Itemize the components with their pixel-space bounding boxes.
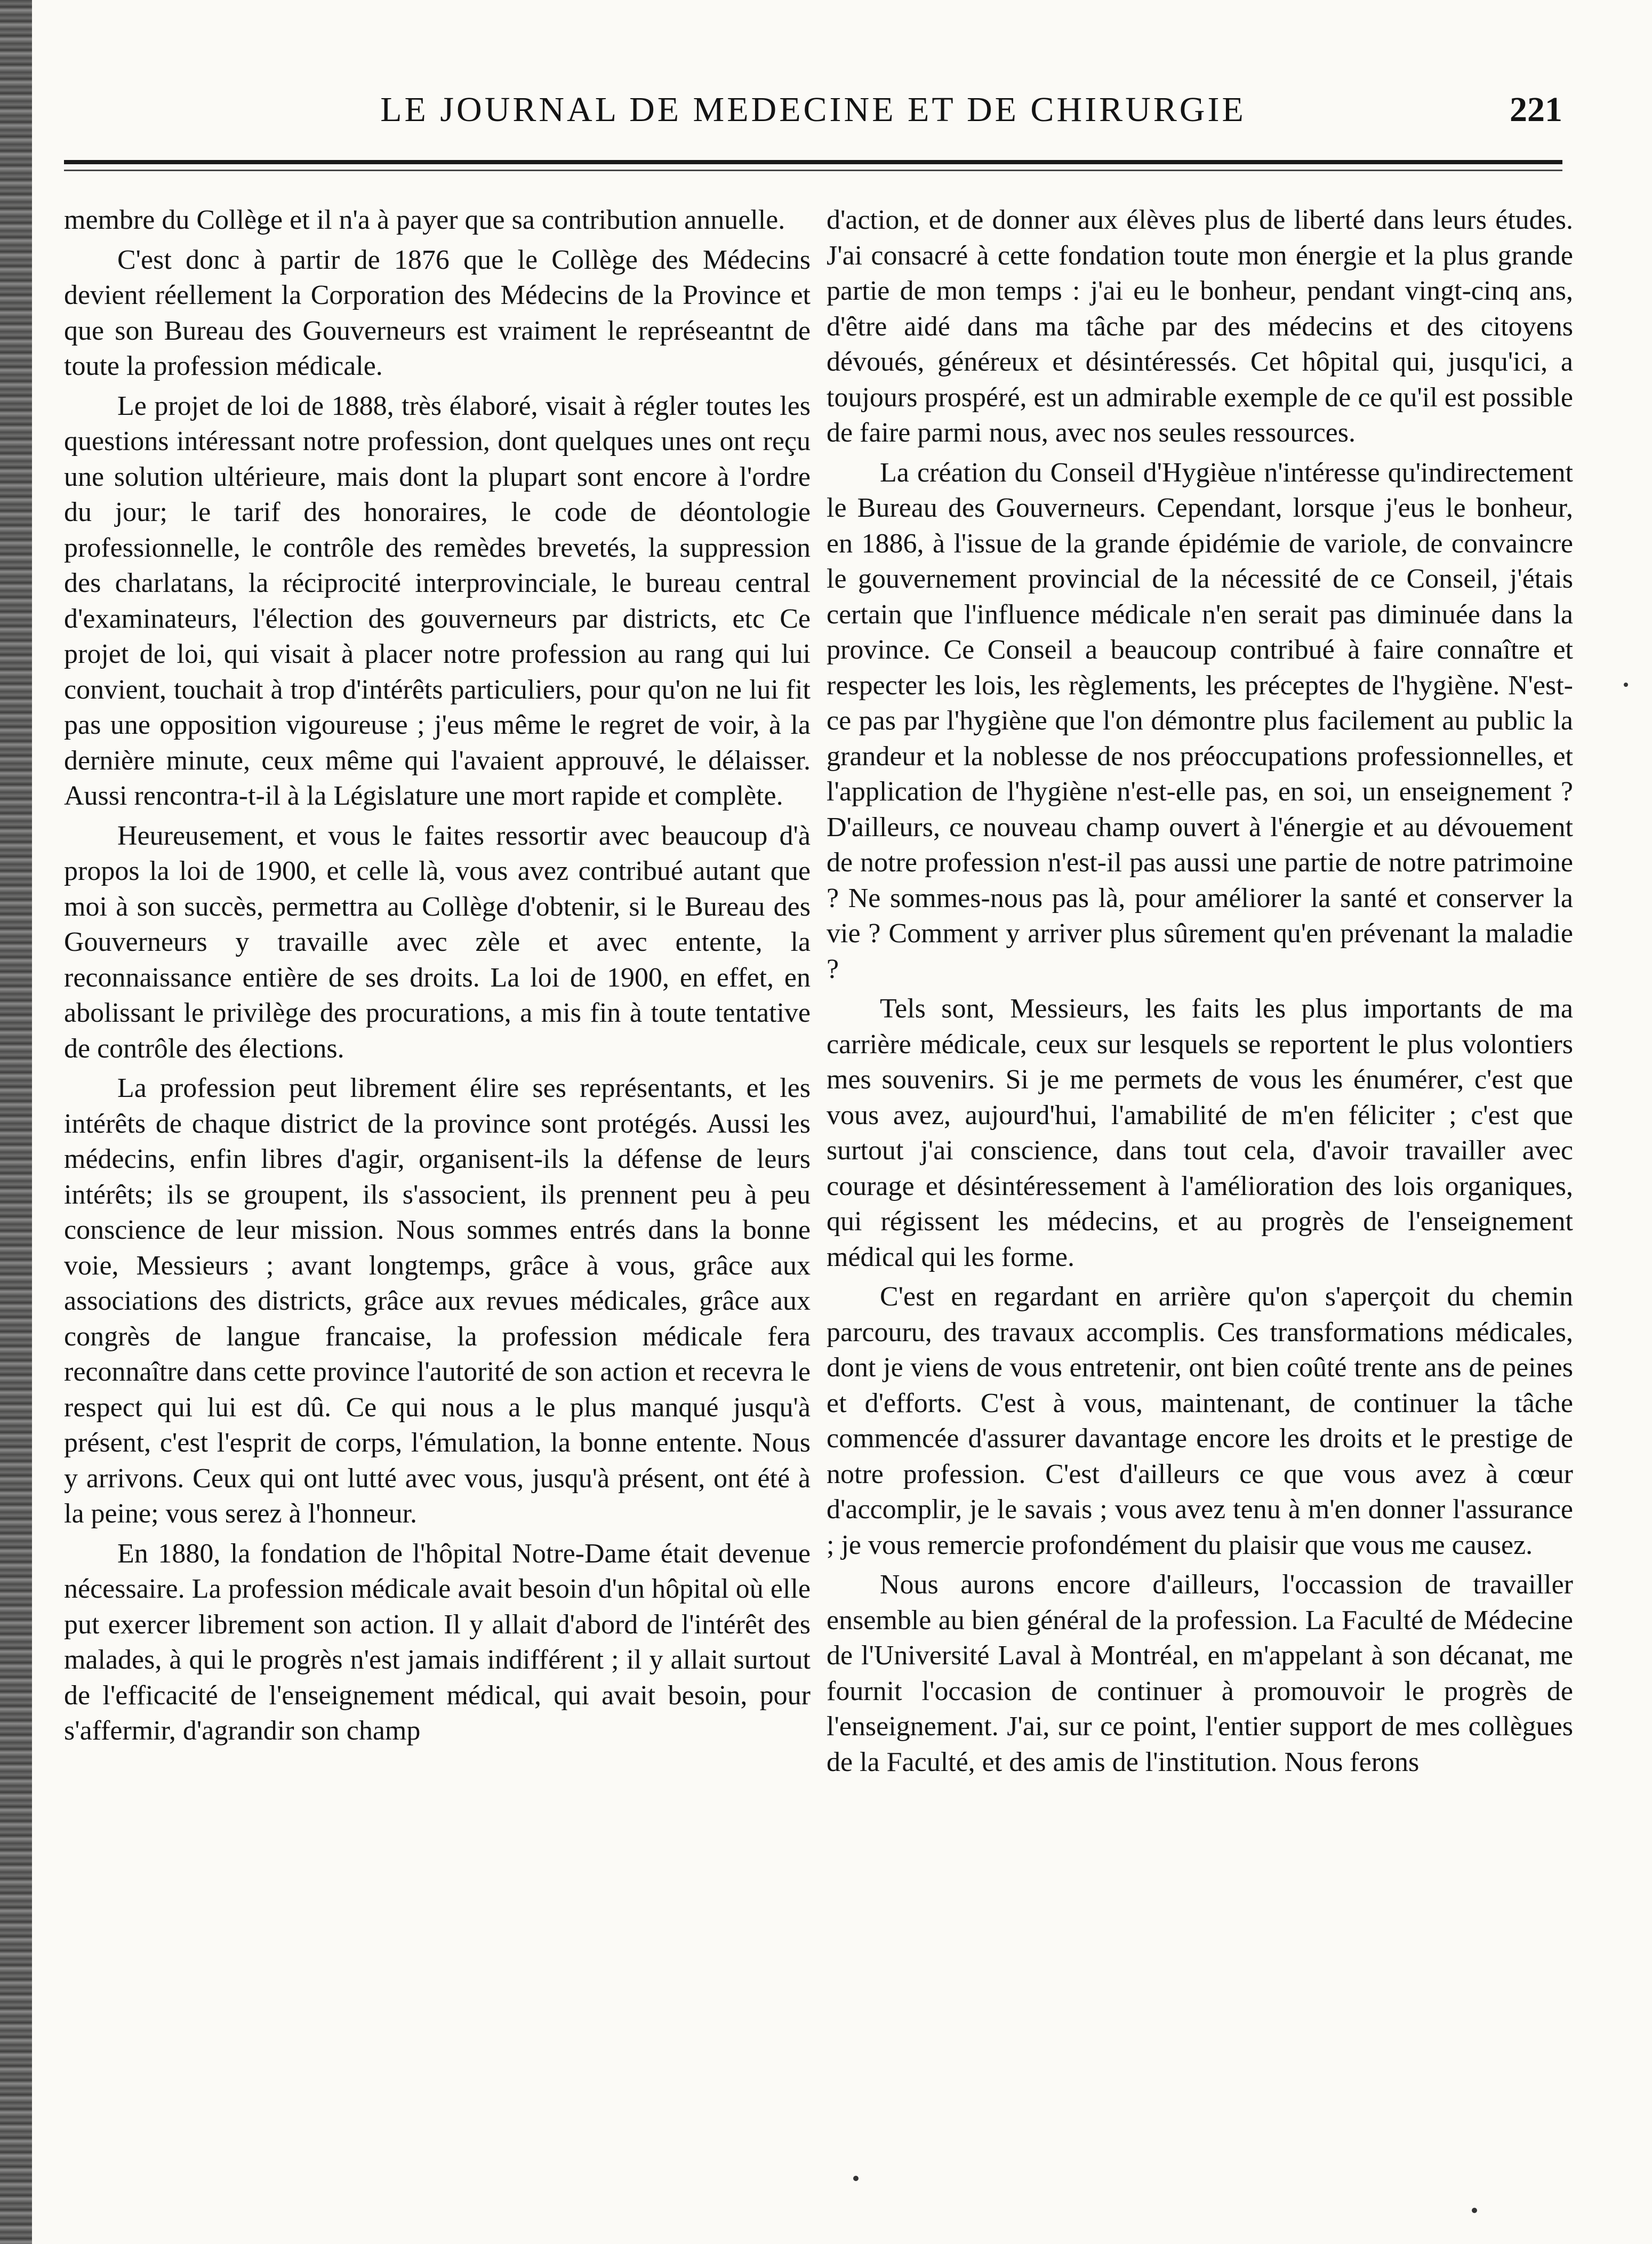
paragraph: La profession peut librement élire ses représentants, et les intérêts de chaque district de la province sont protégés. Aussi les médecins, enfin libres d'agir, organisent-ils la défense de leurs intérêts; ils se groupent, ils s'associent, ils prennent peu à peu conscience de leur mission. Nous sommes entrés dans la bonne voie, Messieurs ; avant longtemps, grâce à vous, grâce aux associations des districts, grâce aux revues médicales, grâce aux congrès de langue francaise, la profession médicale fera reconnaître dans cette province l'autorité de son action et recevra le respect qui lui est dû. Ce qui nous a le plus manqué jusqu'à présent, c'est l'esprit de corps, l'émulation, la bonne entente. Nous y arrivons. Ceux qui ont lutté avec vous, jusqu'à présent, ont été à la peine; vous serez à l'honneur. <box>64 1073 811 1529</box>
running-title: LE JOURNAL DE MEDECINE ET DE CHIRURGIE <box>380 90 1246 129</box>
header-rule <box>64 160 1562 164</box>
paragraph: Le projet de loi de 1888, très élaboré, visait à régler toutes les questions intéressant notre profession, dont quelques unes ont reçu une solution ultérieure, mais dont la plupart sont encore à l'ordre du jour; le tarif des honoraires, le code de déontologie professionnelle, le contrôle des remèdes brevetés, la suppression des charlatans, la réciprocité interprovinciale, le bureau central d'examinateurs, l'élection des gouverneurs par districts, etc Ce projet de loi, qui visait à placer notre profession au rang qui lui convient, touchait à trop d'intérêts particuliers, pour qu'on ne lui fit pas une opposition vigoureuse ; j'eus même le regret de voir, à la dernière minute, ceux même qui l'avaient approuvé, le délaisser. Aussi rencontra-t-il à la Législature une mort rapide et complète. <box>64 390 811 811</box>
paragraph: Nous aurons encore d'ailleurs, l'occassion de travailler ensemble au bien général de la profession. La Faculté de Médecine de l'Université Laval à Montréal, en m'appelant à son décanat, me fournit l'occasion de continuer à promouvoir le progrès de l'enseignement. J'ai, sur ce point, l'entier support de mes collègues de la Faculté, et des amis de l'institution. Nous ferons <box>827 1569 1573 1777</box>
right-column <box>827 203 1573 2154</box>
paragraph: d'action, et de donner aux élèves plus de liberté dans leurs études. J'ai consacré à cette fondation toute mon énergie et la plus grande partie de mon temps : j'ai eu le bonheur, pendant vingt-cinq ans, d'être aidé dans ma tâche par des médecins et des citoyens dévoués, généreux et désintéressés. Cet hôpital qui, jusqu'ici, a toujours prospéré, est un admirable exemple de ce qu'il est possible de faire parmi nous, avec nos seules ressources. <box>827 205 1573 448</box>
paragraph: C'est donc à partir de 1876 que le Collège des Médecins devient réellement la Corporation des Médecins de la Province et que son Bureau des Gouverneurs est vraiment le représeantnt de toute la profession médicale. <box>64 244 811 381</box>
text-columns <box>64 203 1573 2154</box>
header-rule-thin <box>64 170 1562 171</box>
page-number: 221 <box>1510 90 1562 129</box>
paragraph: C'est en regardant en arrière qu'on s'aperçoit du chemin parcouru, des travaux accomplis. Ces transformations médicales, dont je viens de vous entretenir, ont bien coûté trente ans de peines et d'efforts. C'est à vous, maintenant, de continuer la tâche commencée d'assurer davantage encore les droits et le prestige de notre profession. C'est d'ailleurs ce que vous avez à cœur d'accomplir, je le savais ; vous avez tenu à m'en donner l'assurance ; je vous remercie profondément du plaisir que vous me causez. <box>827 1281 1573 1560</box>
paragraph: Tels sont, Messieurs, les faits les plus importants de ma carrière médicale, ceux sur lesquels se reportent le plus volontiers mes souvenirs. Si je me permets de vous les énumérer, c'est que vous avez, aujourd'hui, l'amabilité de m'en féliciter ; c'est que surtout j'ai conscience, dans tout cela, d'avoir travailler avec courage et désintéressement à l'amélioration des lois organiques, qui régissent les médecins, et au progrès de l'enseignement médical qui les forme. <box>827 993 1573 1272</box>
page-binding-edge <box>0 0 32 2244</box>
print-speck <box>853 2176 859 2181</box>
paragraph: En 1880, la fondation de l'hôpital Notre-Dame était devenue nécessaire. La profession médicale avait besoin d'un hôpital où elle put exercer librement son action. Il y allait d'abord de l'intérêt des malades, à qui le progrès n'est jamais indifférent ; il y allait surtout de l'efficacité de l'enseignement médical, qui avait besoin, pour s'affermir, d'agrandir son champ <box>64 1538 811 1746</box>
print-speck <box>1624 683 1628 687</box>
paragraph: membre du Collège et il n'a à payer que sa contribution annuelle. <box>64 205 785 235</box>
left-column <box>64 203 811 2154</box>
print-speck <box>1472 2208 1477 2213</box>
paragraph: La création du Conseil d'Hygièue n'intéresse qu'indirectement le Bureau des Gouverneurs. Cependant, lorsque j'eus le bonheur, en 1886, à l'issue de la grande épidémie de variole, de convaincre le gouvernement provincial de la nécessité de ce Conseil, j'étais certain que l'influence médicale n'en serait pas diminuée dans la province. Ce Conseil a beaucoup contribué à faire connaître et respecter les lois, les règlements, les préceptes de l'hygiène. N'est-ce pas par l'hygiène que l'on démontre plus facilement au public la grandeur et la noblesse de nos préoccupations professionnelles, et l'application de l'hygiène n'est-elle pas, en soi, un enseignement ? D'ailleurs, ce nouveau champ ouvert à l'énergie et au dévouement de notre profession n'est-il pas aussi une partie de notre patrimoine ? Ne sommes-nous pas là, pour améliorer la santé et conserver la vie ? Comment y arriver plus sûrement qu'en prévenant la maladie ? <box>827 457 1573 984</box>
paragraph: Heureusement, et vous le faites ressortir avec beaucoup d'à propos la loi de 1900, et celle là, vous avez contribué autant que moi à son succès, permettra au Collège d'obtenir, si le Bureau des Gouverneurs y travaille avec zèle et avec entente, la reconnaissance entière de ses droits. La loi de 1900, en effet, en abolissant le privilège des procurations, a mis fin à toute tentative de contrôle des élections. <box>64 820 811 1064</box>
page-header <box>64 80 1562 144</box>
